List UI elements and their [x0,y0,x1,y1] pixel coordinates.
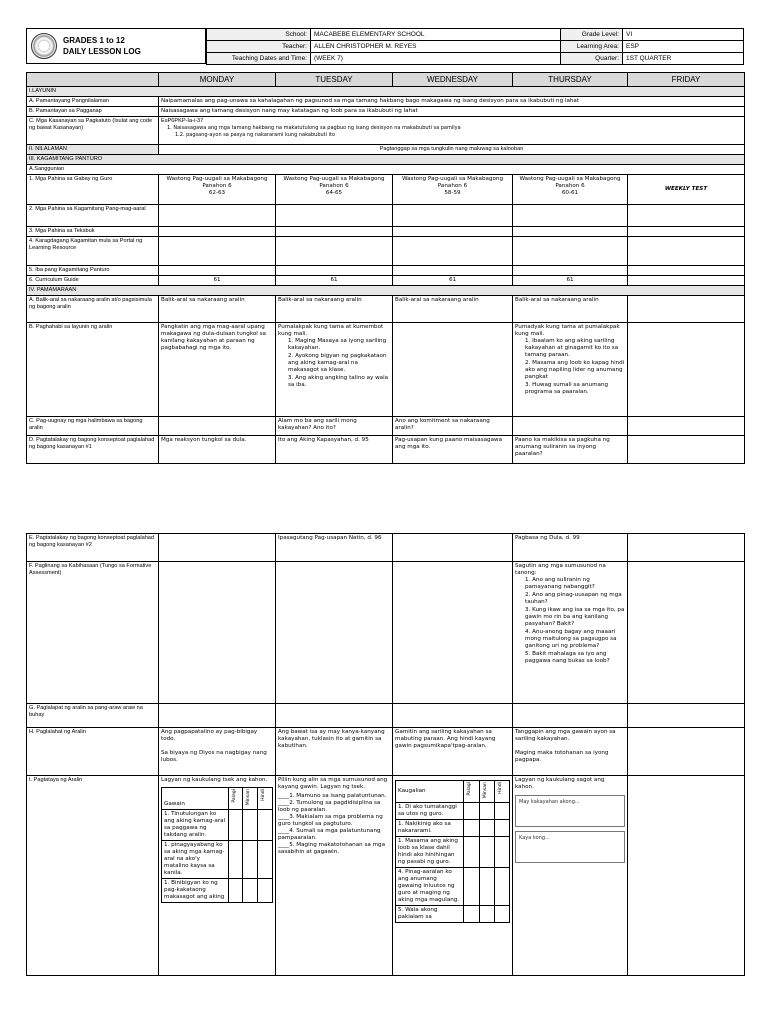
cell-empty [628,266,745,276]
habi-thursday-intro: Pumadyak kung tama at pumalakpak kung mali. [515,324,620,337]
balik-tuesday: Balik-aral sa nakaraang aralin [276,296,393,323]
checkbox-cell[interactable] [464,837,479,868]
checkbox-cell[interactable] [479,803,494,820]
talakay1-thursday: Paano ka makikisa sa pagkuha ng anumang suliranin sa inyong paaralan? [513,436,628,464]
cell-empty [628,205,745,227]
checkbox-cell[interactable] [243,879,258,903]
row-c-value [159,117,745,145]
list-item: ____5. Maging makatotohanan sa mga sasabihin at gagawin. [278,842,386,855]
row-label-s4: 4. Karagdagang Kagamitan mula sa Portal ng Learning Resource [27,237,159,266]
cell-empty [159,266,276,276]
cell-empty [393,227,513,237]
list-item: 3. Kung ikaw ang isa sa mga ito, pa gawin mo rin ba ang kanilang pasyahan? Bakit? [525,607,625,627]
cell-empty [513,237,628,266]
table-header: Palagi [464,781,479,803]
cell-empty [628,323,745,417]
row-label-b: B. Pamantayan sa Pagganap [27,107,159,117]
table-header: Gawain [162,788,229,810]
cell-empty [159,237,276,266]
cg-wednesday: 61 [393,276,513,286]
cell-empty [628,776,745,976]
cell-empty [513,205,628,227]
habi-thursday [513,323,628,417]
cell-empty [513,704,628,728]
list-item: 2. Ano ang pinag-uusapan ng mga tauhan? [525,592,622,605]
c-item-2: 1.2. pagsang-ayon sa pasya ng nakararami kung nakabubuti ito [175,131,336,138]
sanggunian-label: A.Sanggunian [27,165,745,175]
paglalahat-thursday: Tanggapin ang mga gawain ayon sa sariling kakayahan. Maging maka totohanan sa iyong pagpapa. [513,728,628,776]
row-label-pf: F. Paglinang sa Kabihasaan (Tungo sa Formative Assessment) [27,562,159,704]
row-label-s1: 1. Mga Pahina sa Gabay ng Guro [27,175,159,205]
checkbox-cell[interactable] [479,820,494,837]
row-label-s5: 5. Iba pang Kagamitang Panturo [27,266,159,276]
row-label-s6: 6. Curriculum Guide [27,276,159,286]
checkbox-cell[interactable] [464,868,479,906]
cell-empty [393,205,513,227]
row-label-pc: C. Pag-uugnay ng mga halimbawa sa bagong aralin [27,417,159,436]
checkbox-cell[interactable] [464,820,479,837]
checkbox-cell[interactable] [494,820,509,837]
talakay2-thursday: Pagbasa ng Dula, d. 99 [513,534,628,562]
table-row: 5. Wala akong pakialam sa [396,906,464,923]
list-item: ____1. Mamuno sa isang palatuntunan. [278,793,387,799]
day-thursday: THURSDAY [513,73,628,87]
dates-value: (WEEK 7) [311,53,561,65]
checkbox-cell[interactable] [228,810,243,841]
lesson-log-page-1 [26,28,744,464]
day-wednesday: WEDNESDAY [393,73,513,87]
list-item: ____3. Makialam sa mga problema ng guro tungkol sa pagtuturo. [278,814,383,827]
pagtataya-thursday [513,776,628,976]
list-item: 2. Masama ang loob ko kapag hindi ako ang napiling lider ng anumang pangkat [525,360,625,380]
cell-empty [628,436,745,464]
list-item: 1. Ano ang suliranin ng pamayanang nabanggit? [525,577,595,590]
section-kagamitan: III. KAGAMITANG PANTURO [27,155,745,165]
header-info-table [206,28,744,65]
row-label-pg: G. Paglalapat ng aralin sa pang-araw araw na buhay [27,704,159,728]
cell-empty [393,266,513,276]
guro-friday: WEEKLY TEST [628,175,745,205]
table-header: Hindi [494,781,509,803]
guro-monday: Wastong Pag-uugali sa Makabagong Panahon 6 62-63 [159,175,276,205]
section-layunin: I.LAYUNIN [27,87,745,97]
row-label-s2: 2. Mga Pahina sa Kagamitang Pang-mag-aaral [27,205,159,227]
table-header: Minsan [243,788,258,810]
dates-label: Teaching Dates and Time: [207,53,311,65]
c-item-1: 1. Naisasagawa ang mga tamang hakbang na makatutulong sa pagbuo ng isang desisyon na makabubuti sa pamilya [167,125,461,131]
cell-empty [159,227,276,237]
checkbox-cell[interactable] [258,841,273,879]
cell-empty [159,205,276,227]
corner-cell [27,73,159,87]
lesson-table-2 [26,533,745,976]
row-label-s3: 3. Mga Pahina sa Teksbuk [27,227,159,237]
lesson-log-page-2 [26,533,744,976]
habi-monday: Pangkatin ang mga mag-aaral upang makagawa ng dula-dulaan tungkol sa kanilang kakayahan at paraan ng pagbabahagi ng mga ito. [159,323,276,417]
quarter-value: 1ST QUARTER [623,53,744,65]
table-row: 1. Tinutulungan ko ang aking kamag-aral sa paggawa ng takdang aralin. [162,810,229,841]
table-header: Palagi [228,788,243,810]
checkbox-cell[interactable] [243,841,258,879]
cell-empty [393,237,513,266]
quarter-label: Quarter: [561,53,623,65]
list-item: 3. Huwag sumali sa anumang programa sa paaralan. [525,382,609,395]
row-label-pe: E. Pagtatalakay ng bagong konseptoat paglalahad ng bagong kasanayan #2 [27,534,159,562]
checkbox-cell[interactable] [494,803,509,820]
checkbox-cell[interactable] [494,868,509,906]
talakay1-tuesday: Ito ang Aking Kapasyahan, d. 95 [276,436,393,464]
habi-tuesday-intro: Pumalakpak kung tama at kumembot kung mali. [278,324,384,337]
header-title-2: DAILY LESSON LOG [63,47,141,56]
cell-empty [513,417,628,436]
table-row: 1. Nakikinig ako sa nakararami. [396,820,464,837]
cell-empty [628,562,745,704]
checkbox-cell[interactable] [479,906,494,923]
table-header: Kaugalian [396,781,464,803]
cell-empty [276,205,393,227]
checkbox-cell[interactable] [479,837,494,868]
header-brand [26,28,206,64]
table-header: Minsan [479,781,494,803]
table-row: 1. pinagyayabang ko sa aking mga kamag-aral na ako'y matalino kaysa sa kanila. [162,841,229,879]
list-item: ____2. Tumulong sa pagdidisiplina sa loob ng paaralan. [278,800,381,813]
header [26,28,744,64]
nilalaman-value: Pagtanggap sa mga tungkulin nang maluwag sa kalooban [159,145,745,155]
row-label-c: C. Mga Kasanayan sa Pagkatuto (Isulat ang code ng bawat Kasanayan) [27,117,159,145]
section-nilalaman: II. NILALAMAN [27,145,159,155]
list-item: 5. Bakit mahalaga sa iyo ang paggawa nang bukas sa loob? [525,651,610,664]
checkbox-cell[interactable] [258,810,273,841]
checklist-table [395,780,510,923]
checkbox-cell[interactable] [464,906,479,923]
checkbox-cell[interactable] [243,810,258,841]
row-label-pa: A. Balik-aral sa nakaraang aralin at/o pagsisimula ng bagong aralin [27,296,159,323]
cell-empty [159,562,276,704]
school-value: MACABEBE ELEMENTARY SCHOOL [311,29,561,41]
list-item: ____4. Sumali sa mga palatuntunang pampaaralan. [278,828,381,841]
cg-thursday: 61 [513,276,628,286]
ugnay-tuesday: Alam mo ba ang sarili mong kakayahan? Ano ito? [276,417,393,436]
checkbox-cell[interactable] [228,841,243,879]
cell-empty [393,534,513,562]
c-code: EsP6PKP-Ia-i-37 [161,118,204,124]
cg-tuesday: 61 [276,276,393,286]
row-label-pi: I. Pagtataya ng Aralin [27,776,159,976]
row-label-ph: H. Paglalahat ng Aralin [27,728,159,776]
kabihasaan-intro: Sagutin ang mga sumusunod na tanong: [515,563,606,576]
cell-empty [628,237,745,266]
ugnay-wednesday: Ano ang komitment sa nakaraang aralin? [393,417,513,436]
row-label-pd: D. Pagtatalakay ng bagong konseptoat paglalahad ng bagong kasanayan #1 [27,436,159,464]
list-item: 2. Ayokong bigyan ng pagkakataon ang aking kamag-aral na makasagot sa klase. [288,353,387,373]
talakay1-monday: Mga reaksyon tungkol sa dula. [159,436,276,464]
day-tuesday: TUESDAY [276,73,393,87]
balik-wednesday: Balik-aral sa nakaraang aralin [393,296,513,323]
grade-label: Grade Level: [561,29,623,41]
area-value: ESP [623,41,744,53]
pagtataya-tuesday [276,776,393,976]
pagtataya-monday [159,776,276,976]
pagtataya-monday-intro: Lagyan ng kaukulang tsek ang kahon. [161,777,268,783]
header-title-1: GRADES 1 to 12 [63,36,125,45]
cell-empty [393,323,513,417]
cell-empty [159,704,276,728]
table-row: 1. Di ako tumatanggi sa utos ng guro. [396,803,464,820]
lesson-table-1 [26,72,745,464]
paglalahat-monday: Ang pagpapatalino ay pag-bibigay todo. Sa biyaya ng Diyos na nagbigay nang lubos. [159,728,276,776]
table-row: 1. Masama ang aking loob sa klase dahil hindi ako hinihingan ng pasabi ng guro. [396,837,464,868]
cell-empty [628,227,745,237]
cell-empty [276,227,393,237]
cell-empty [276,237,393,266]
cg-monday: 61 [159,276,276,286]
day-monday: MONDAY [159,73,276,87]
pagtataya-thursday-intro: Lagyan ng kaukulang sagot ang kahon. [515,777,605,790]
cell-empty [159,534,276,562]
checkbox-cell[interactable] [494,837,509,868]
checklist-table [161,787,273,903]
cell-empty [513,266,628,276]
answer-box-1[interactable]: May kakayahan akong... [515,795,625,827]
pagtataya-tuesday-intro: Piliin kung alin sa mga sumusunod ang kayang gawin. Lagyan ng tsek. [278,777,388,790]
kabihasaan-thursday [513,562,628,704]
list-item: 1. Maging Masaya sa iyong sariling kakayahan. [288,338,387,351]
list-item: 3. Ang aking angking talino ay wala sa iba. [288,375,389,388]
balik-monday: Balik-aral sa nakaraang aralin [159,296,276,323]
talakay1-wednesday: Pag-usapan kung paano maisasagawa ang mga ito. [393,436,513,464]
talakay2-tuesday: Ipasagutang Pag-usapan Natin, d. 96 [276,534,393,562]
school-label: School: [207,29,311,41]
cell-empty [628,534,745,562]
teacher-value: ALLEN CHRISTOPHER M. REYES [311,41,561,53]
deped-seal-icon [31,33,57,59]
cell-empty [159,417,276,436]
grade-value: VI [623,29,744,41]
paglalahat-tuesday: Ang bawat isa ay may kanya-kanyang kakayahan, tuklasin ito at gamitin sa kabutihan. [276,728,393,776]
guro-tuesday: Wastong Pag-uugali sa Makabagong Panahon 6 64-65 [276,175,393,205]
cell-empty [628,276,745,286]
cell-empty [513,227,628,237]
checkbox-cell[interactable] [464,803,479,820]
cell-empty [628,704,745,728]
habi-tuesday [276,323,393,417]
row-a-value: Naipamamalas ang pag-unawa sa kahalagahan ng pagsunod sa mga tamang hakbang bago makagawa ng isang desisyon para sa ikabubuti ng lahat [159,97,745,107]
row-label-pb: B. Paghahabi sa layunin ng aralin [27,323,159,417]
guro-thursday: Wastong Pag-uugali sa Makabagong Panahon 6 60-61 [513,175,628,205]
cell-empty [628,296,745,323]
cell-empty [393,704,513,728]
table-header: Hindi [258,788,273,810]
balik-thursday: Balik-aral sa nakaraang aralin [513,296,628,323]
area-label: Learning Area: [561,41,623,53]
checkbox-cell[interactable] [258,879,273,903]
cell-empty [276,266,393,276]
section-pamamaraan: IV. PAMAMARAAN [27,286,745,296]
cell-empty [628,728,745,776]
cell-empty [393,562,513,704]
teacher-label: Teacher: [207,41,311,53]
guro-wednesday: Wastong Pag-uugali sa Makabagong Panahon 6 58-59 [393,175,513,205]
cell-empty [276,704,393,728]
list-item: 4. Anu-anong bagay ang maaari mong maitulong sa pagsugpo sa ganitong uri ng problema? [525,629,617,649]
table-row: 1. Binibigyan ko ng pag-kakataong makasagot ang aking [162,879,229,903]
pagtataya-wednesday [393,776,513,976]
cell-empty [628,417,745,436]
row-b-value: Naisasagawa ang tamang desisyon nang may katatagan ng loob para sa ikabubuti ng lahat [159,107,745,117]
checkbox-cell[interactable] [494,906,509,923]
answer-box-2[interactable]: Kaya kong... [515,831,625,863]
cell-empty [276,562,393,704]
paglalahat-wednesday: Gamitin ang sariling kakayahan sa mabuting paraan. Ang hindi kayang gawin pagsumikapa'tpag-aralan. [393,728,513,776]
table-row: 4. Pinag-aaralan ko ang anumang gawaing iniuutos ng guro at maging ng aking mga magulang. [396,868,464,906]
checkbox-cell[interactable] [479,868,494,906]
list-item: 1. Ibaalam ko ang aking sariling kakayahan at ginagamit ko ito sa tamang paraan. [525,338,619,358]
checkbox-cell[interactable] [228,879,243,903]
row-label-a: A. Pamantayang Pangnilalaman [27,97,159,107]
day-friday: FRIDAY [628,73,745,87]
